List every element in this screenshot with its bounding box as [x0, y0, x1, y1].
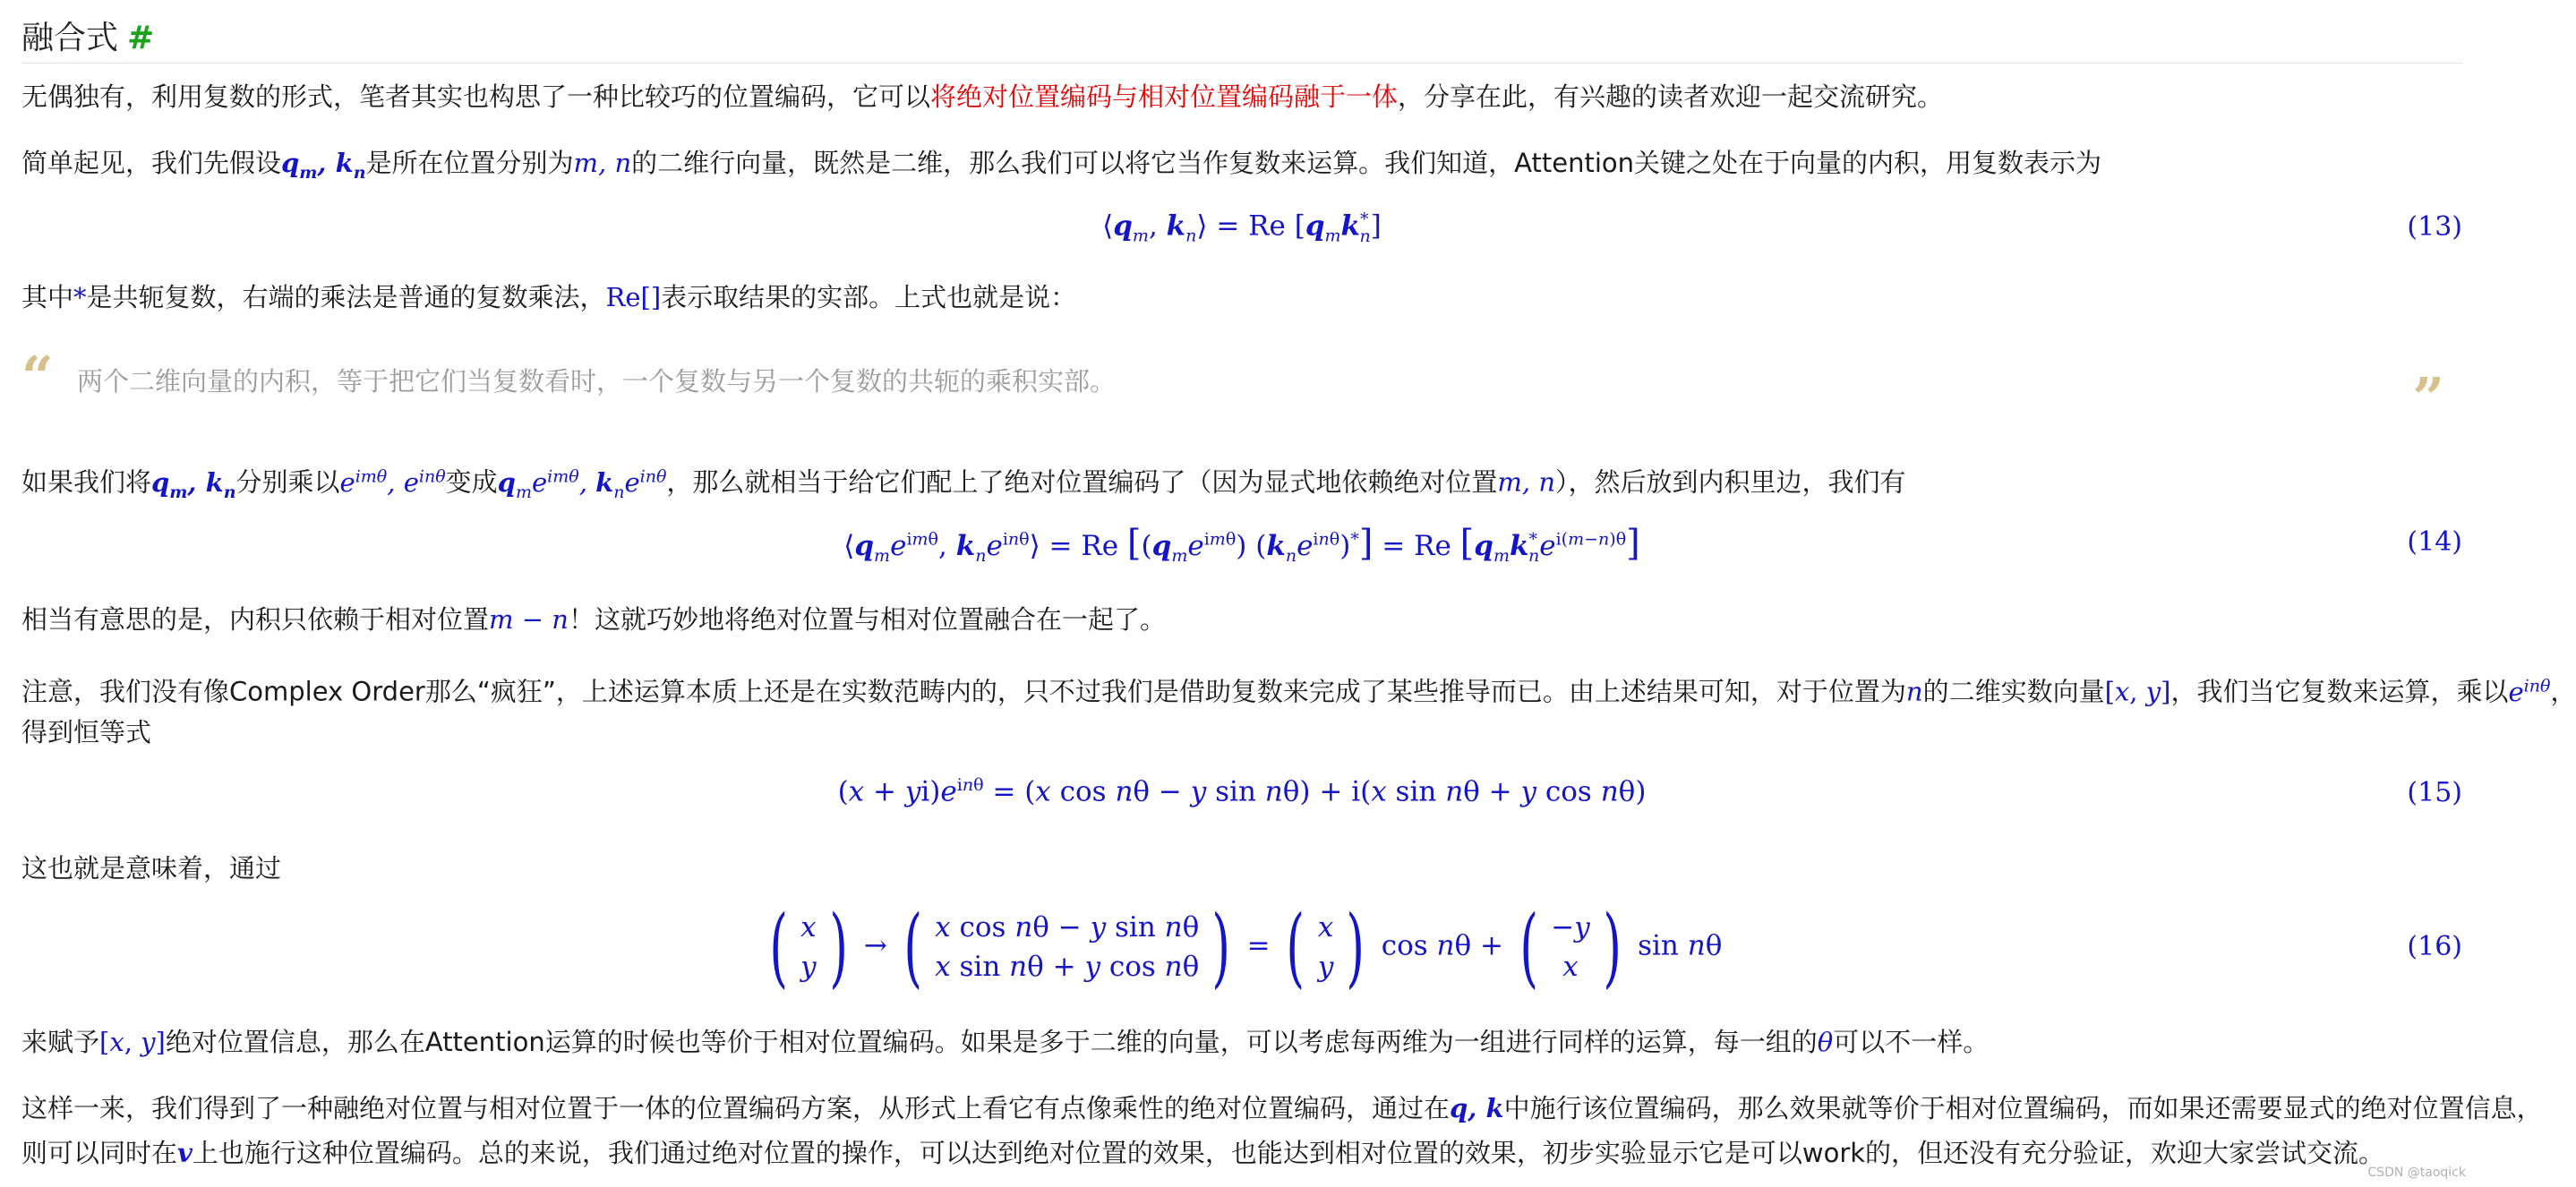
- p3-text-b: 是共轭复数，右端的乘法是普通的复数乘法，: [86, 282, 606, 312]
- p9-text-d: 上也施行这种位置编码。总的来说，我们通过绝对位置的操作，可以达到绝对位置的效果，也能达到相对位置的效果，初步实验显示它是可以work的，但还没有充分验证，欢迎大家尝试交流。: [192, 1138, 2385, 1168]
- p3-text-c: 表示取结果的实部。上式也就是说：: [661, 282, 1077, 312]
- p2-text-a: 简单起见，我们先假设: [21, 148, 282, 178]
- p3-text-a: 其中: [21, 282, 74, 312]
- p7-text: 这也就是意味着，通过: [21, 853, 282, 884]
- p6-text-c: ，我们当它复数来运算，乘以: [2170, 676, 2509, 707]
- p4-text-e: ），然后放到内积里边，我们有: [1555, 466, 1906, 498]
- math-xy-vector: [x, y]: [2104, 676, 2171, 707]
- blockquote: [21, 342, 2462, 431]
- math-re-brackets: Re[]: [605, 282, 662, 312]
- equation-15-number: (15): [2407, 777, 2462, 808]
- math-q-k: q, k: [1450, 1093, 1504, 1123]
- equation-13-number: (13): [2407, 211, 2462, 243]
- p5-text-b: ！这就巧妙地将绝对位置与相对位置融合在一起了。: [568, 604, 1166, 635]
- paragraph-8: [21, 1022, 2462, 1062]
- math-xy-vector-2: [x, y]: [99, 1027, 166, 1057]
- p1-text-post: ，分享在此，有兴趣的读者欢迎一起交流研究。: [1398, 81, 1944, 112]
- paragraph-4: [21, 457, 2462, 511]
- p6-text-e: 得到恒等式: [21, 717, 152, 747]
- p9-text-a: 这样一来，我们得到了一种融绝对位置与相对位置于一体的位置编码方案，从形式上看它有点像乘性的绝对位置编码，通过在: [21, 1093, 1451, 1123]
- p4-text-c: 变成: [445, 466, 498, 498]
- paragraph-6-line-2: [21, 713, 2462, 752]
- paragraph-6-line-1: [21, 666, 2576, 712]
- equation-15: $(x + yi)e^{in\theta} = (x$ cos nθ − y sin nθ) + i(x sin nθ + y cos nθ): [837, 775, 1647, 808]
- p6-text-b: 的二维实数向量: [1922, 676, 2105, 707]
- p8-text-c: 可以不一样。: [1833, 1027, 1990, 1057]
- paragraph-9-line-1: [21, 1089, 2543, 1128]
- quote-text: 两个二维向量的内积，等于把它们当复数看时，一个复数与另一个复数的共轭的乘积实部。: [77, 366, 1117, 397]
- paragraph-5: [21, 600, 2462, 639]
- heading-anchor-link[interactable]: #: [127, 20, 155, 56]
- equation-14-number: (14): [2407, 526, 2462, 558]
- equation-13: $⟨q_m$, $k_n⟩ = Re$ $[q_mk^*_n]$: [1102, 209, 1382, 246]
- paragraph-1: [21, 77, 2462, 116]
- p2-text-b: 是所在位置分别为: [365, 148, 574, 178]
- math-m-minus-n: m − n: [489, 604, 569, 635]
- p1-highlight: 将绝对位置编码与相对位置编码融于一体: [930, 81, 1399, 112]
- article-section: [21, 0, 2576, 1187]
- p6-text-d: ，: [2550, 676, 2576, 707]
- section-heading: [21, 13, 154, 58]
- paragraph-9-line-2: [21, 1133, 2462, 1173]
- paragraph-3: [21, 278, 2462, 317]
- paragraph-2: [21, 143, 2462, 192]
- quote-open-mark: “: [21, 344, 54, 409]
- p9-text-b: 中施行该位置编码，那么效果就等价于相对位置编码，而如果还需要显式的绝对位置信息，: [1503, 1093, 2543, 1123]
- equation-16-number: (16): [2407, 931, 2462, 962]
- watermark: CSDN @taoqick: [2367, 1166, 2466, 1180]
- equation-14: $⟨q_me^{im\theta}$, $k_ne^{in\theta}⟩ = Re$ $[(q_me^{im\theta}) (k_ne^{in\theta})^*] = Re$ $[q_mk^*_ne^{i(m-n)\theta}]$: [843, 523, 1640, 567]
- equation-16: ( x y ) → ( x cos nθ − y sin nθ x sin nθ + y cos nθ ) = ( x y ) cos nθ + ( −y x ) sin nθ: [769, 897, 1723, 997]
- p8-text-b: 绝对位置信息，那么在Attention运算的时候也等价于相对位置编码。如果是多于二维的向量，可以考虑每两维为一组进行同样的运算，每一组的: [165, 1027, 1818, 1057]
- p2-text-c: 的二维行向量，既然是二维，那么我们可以将它当作复数来运算。我们知道，Attention关键之处在于向量的内积，用复数表示为: [631, 148, 2102, 178]
- quote-close-mark: ”: [2412, 365, 2444, 431]
- math-qm-kn-2: $q_m$, $k_n$: [151, 466, 236, 502]
- p5-text-a: 相当有意思的是，内积只依赖于相对位置: [21, 604, 490, 635]
- section-title: 融合式: [21, 20, 119, 56]
- p9-text-c: 则可以同时在: [21, 1138, 178, 1168]
- p8-text-a: 来赋予: [21, 1027, 100, 1057]
- math-exp-in-theta: $e^{in\theta}$: [2508, 676, 2551, 707]
- math-v: v: [177, 1138, 193, 1168]
- p1-text-pre: 无偶独有，利用复数的形式，笔者其实也构思了一种比较巧的位置编码，它可以: [21, 81, 931, 112]
- math-m-n: m, n: [573, 148, 632, 178]
- p4-text-b: 分别乘以: [235, 466, 340, 498]
- heading-divider: [21, 63, 2462, 64]
- math-exp-factors: $e^{im\theta}$, $e^{in\theta}$: [339, 466, 446, 498]
- math-n: n: [1905, 676, 1923, 707]
- p4-text-d: ，那么就相当于给它们配上了绝对位置编码了（因为显式地依赖绝对位置: [666, 466, 1498, 498]
- math-rotated-vectors: $q_me^{im\theta}$, $k_ne^{in\theta}$: [497, 466, 667, 502]
- p4-text-a: 如果我们将: [21, 466, 152, 498]
- math-conjugate-star: *: [73, 282, 87, 312]
- math-theta: θ: [1817, 1027, 1834, 1057]
- math-qm-kn: $q_m$, $k_n$: [281, 148, 366, 183]
- paragraph-7: [21, 849, 2462, 888]
- p6-text-a: 注意，我们没有像Complex Order那么“疯狂”，上述运算本质上还是在实数范畴内的，只不过我们是借助复数来完成了某些推导而已。由上述结果可知，对于位置为: [21, 676, 1906, 707]
- math-m-n-2: m, n: [1497, 466, 1556, 498]
